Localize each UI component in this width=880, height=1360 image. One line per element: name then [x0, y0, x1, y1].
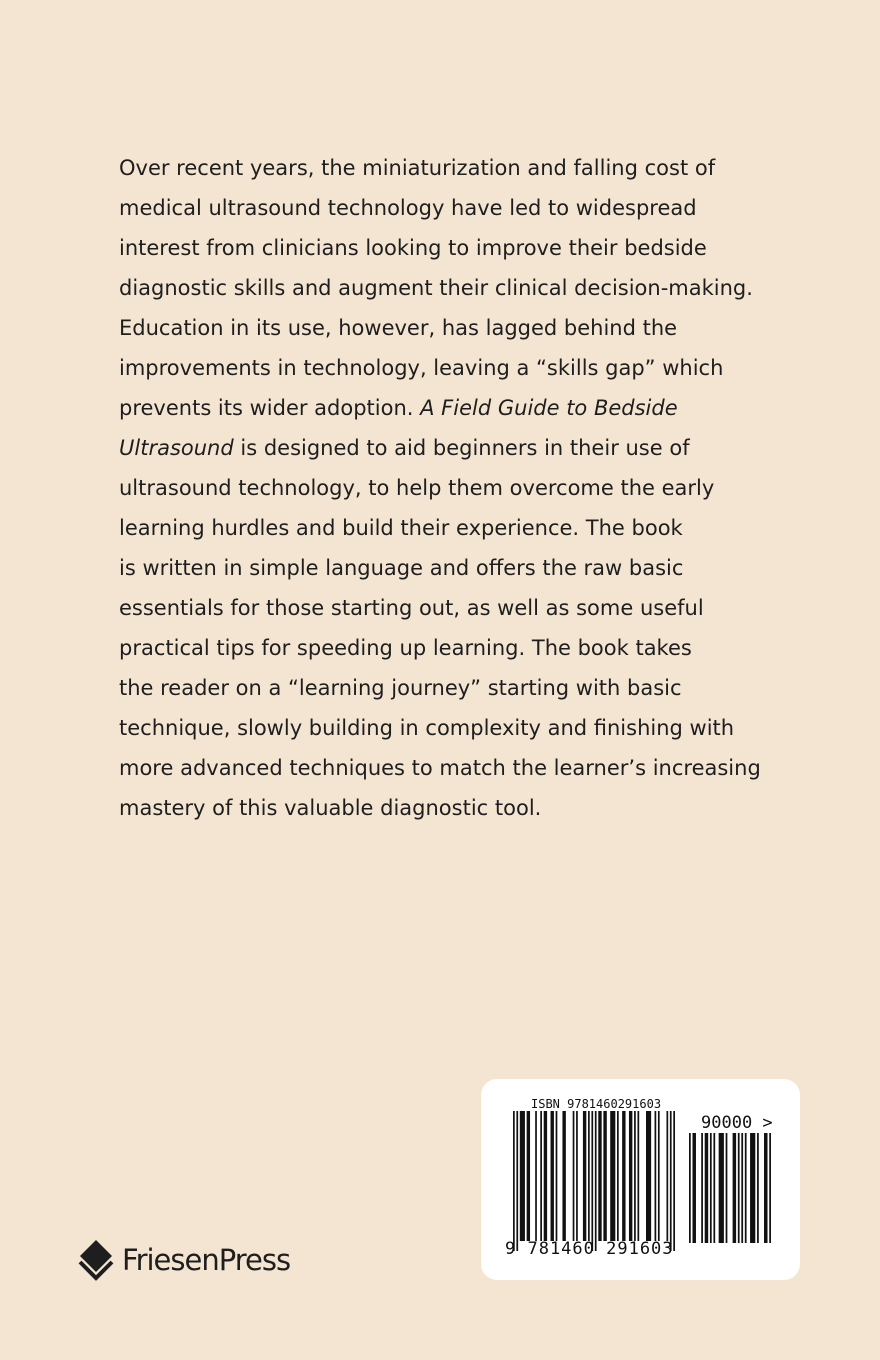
- barcode-bar: [670, 1111, 672, 1251]
- barcode-bar: [719, 1133, 724, 1243]
- barcode-bar: [646, 1111, 651, 1241]
- barcode-bar: [576, 1111, 578, 1241]
- price-addon-barcode: [689, 1133, 771, 1243]
- blurb-text: practical tips for speeding up learning. The book takes: [119, 636, 692, 660]
- barcode-bar: [598, 1111, 601, 1241]
- barcode-bar: [556, 1111, 558, 1241]
- blurb-text: more advanced techniques to match the learner’s increasing: [119, 756, 761, 780]
- blurb-line: [119, 148, 759, 188]
- barcode-bar: [535, 1111, 537, 1241]
- barcode-bar: [764, 1133, 767, 1243]
- barcode-bar: [527, 1111, 530, 1241]
- blurb-line: [119, 668, 759, 708]
- barcode-bar: [540, 1111, 542, 1241]
- blurb-line: [119, 388, 759, 428]
- ean-digits: 9 781460 291603: [505, 1239, 674, 1259]
- barcode-bar: [713, 1133, 715, 1243]
- barcode-bar: [591, 1111, 593, 1251]
- blurb-line: [119, 788, 759, 828]
- barcode-bar: [562, 1111, 565, 1241]
- barcode-bar: [544, 1111, 547, 1241]
- book-title-italic: Ultrasound: [119, 436, 234, 460]
- publisher-name: FriesenPress: [122, 1243, 291, 1277]
- book-title-italic: A Field Guide to Bedside: [420, 396, 678, 420]
- blurb-text: Education in its use, however, has lagged behind the: [119, 316, 678, 340]
- friesenpress-logo-icon: [78, 1238, 114, 1282]
- barcode-bar: [583, 1111, 586, 1241]
- barcode-bar: [750, 1133, 755, 1243]
- barcode-bar: [617, 1111, 619, 1241]
- barcode-bar: [520, 1111, 525, 1241]
- barcode-bar: [513, 1111, 515, 1251]
- barcode-bar: [658, 1111, 660, 1241]
- blurb-text: is written in simple language and offers the raw basic: [119, 556, 684, 580]
- blurb-line: [119, 268, 759, 308]
- blurb-line: [119, 628, 759, 668]
- barcode-bar: [769, 1133, 771, 1243]
- barcode-bar: [603, 1111, 606, 1241]
- barcode-bar: [710, 1133, 712, 1243]
- barcode-bar: [741, 1133, 743, 1243]
- barcode-bar: [701, 1133, 703, 1243]
- blurb-line: [119, 548, 759, 588]
- blurb-text: prevents its wider adoption.: [119, 396, 421, 420]
- isbn-label: ISBN 9781460291603: [531, 1097, 662, 1111]
- blurb-text: Over recent years, the miniaturization and falling cost of: [119, 156, 716, 180]
- blurb-line: [119, 508, 759, 548]
- back-cover-blurb: [119, 148, 759, 828]
- blurb-line: [119, 228, 759, 268]
- blurb-text: medical ultrasound technology have led to widespread: [119, 196, 697, 220]
- blurb-line: [119, 468, 759, 508]
- barcode-bar: [692, 1133, 695, 1243]
- price-code: 90000 >: [701, 1113, 773, 1133]
- blurb-line: [119, 188, 759, 228]
- barcode-panel: [481, 1079, 800, 1280]
- blurb-text: ultrasound technology, to help them overcome the early: [119, 476, 715, 500]
- blurb-text: diagnostic skills and augment their clinical decision-making.: [119, 276, 753, 300]
- blurb-line: [119, 308, 759, 348]
- barcode-bar: [629, 1111, 632, 1241]
- blurb-text: is designed to aid beginners in their use of: [233, 436, 690, 460]
- blurb-text: improvements in technology, leaving a “skills gap” which: [119, 356, 724, 380]
- barcode-bar: [673, 1111, 675, 1251]
- barcode-bar: [551, 1111, 554, 1241]
- barcode-bar: [634, 1111, 636, 1241]
- blurb-line: [119, 708, 759, 748]
- barcode-bar: [622, 1111, 625, 1241]
- blurb-line: [119, 748, 759, 788]
- barcode-bar: [726, 1133, 728, 1243]
- barcode-bar: [705, 1133, 708, 1243]
- blurb-text: essentials for those starting out, as well as some useful: [119, 596, 704, 620]
- blurb-line: [119, 428, 759, 468]
- blurb-text: the reader on a “learning journey” starting with basic: [119, 676, 682, 700]
- barcode-bar: [637, 1111, 639, 1241]
- barcode-bar: [655, 1111, 657, 1241]
- blurb-line: [119, 588, 759, 628]
- barcode-bar: [757, 1133, 759, 1243]
- barcode-bar: [573, 1111, 575, 1241]
- barcode-bar: [689, 1133, 691, 1243]
- blurb-text: mastery of this valuable diagnostic tool.: [119, 796, 542, 820]
- barcode-bar: [733, 1133, 736, 1243]
- blurb-text: learning hurdles and build their experience. The book: [119, 516, 683, 540]
- publisher-logo: [78, 1238, 290, 1282]
- barcode-bar: [738, 1133, 740, 1243]
- barcode-bar: [666, 1111, 668, 1241]
- blurb-text: interest from clinicians looking to improve their bedside: [119, 236, 707, 260]
- barcode-bar: [610, 1111, 615, 1241]
- barcode-bar: [516, 1111, 518, 1251]
- barcode-bar: [595, 1111, 597, 1251]
- blurb-line: [119, 348, 759, 388]
- barcode-bar: [745, 1133, 747, 1243]
- blurb-text: technique, slowly building in complexity and finishing with: [119, 716, 735, 740]
- ean13-barcode: [513, 1111, 675, 1251]
- barcode-bar: [588, 1111, 590, 1241]
